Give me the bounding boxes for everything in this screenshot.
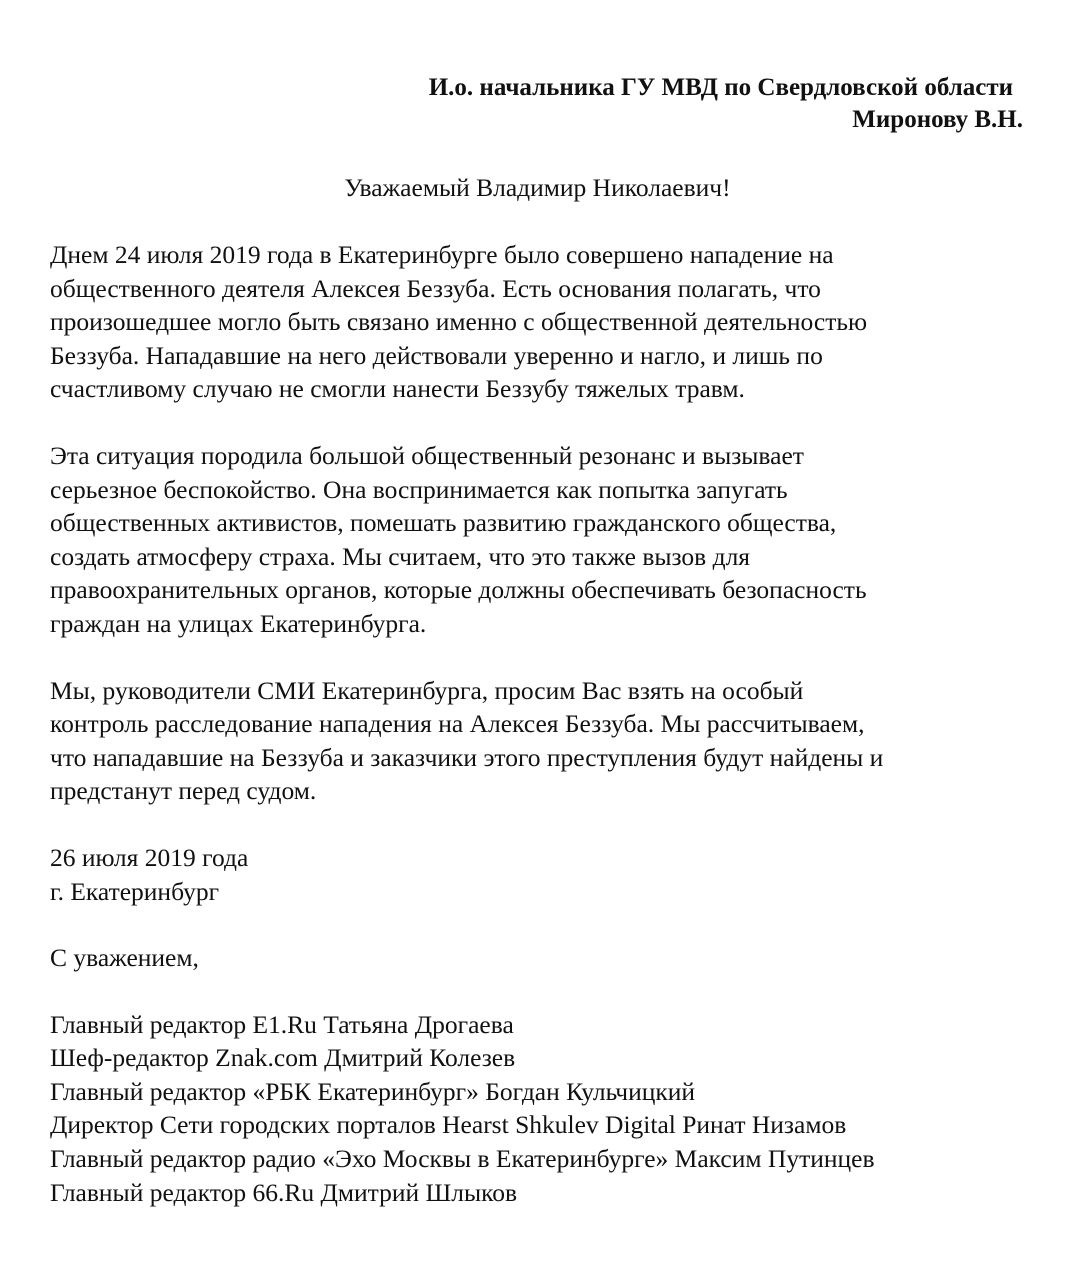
addressee-position: И.о. начальника ГУ МВД по Свердловской области <box>428 74 1013 101</box>
paragraph-3 <box>50 674 1040 808</box>
paragraph-line: счастливому случаю не смогли нанести Беззубу тяжелых травм. <box>50 374 745 404</box>
paragraph-line: создать атмосферу страха. Мы считаем, что это также вызов для <box>50 541 751 571</box>
paragraph-line: Днем 24 июля 2019 года в Екатеринбурге было совершено нападение на <box>50 240 834 269</box>
paragraph-line: произошедшее могло быть связано именно с общественной деятельностью <box>50 307 868 337</box>
paragraph-line: Эта ситуация породила большой общественный резонанс и вызывает <box>50 440 804 470</box>
letter-body <box>50 238 1040 1209</box>
paragraph-line: Беззуба. Нападавшие на него действовали уверенно и нагло, и лишь по <box>50 340 823 370</box>
salutation: Уважаемый Владимир Николаевич! <box>344 173 731 202</box>
signers-list <box>50 1008 1040 1210</box>
date-place-block <box>50 841 1040 908</box>
paragraph-line: предстанут перед судом. <box>50 776 317 806</box>
letter-date: 26 июля 2019 года <box>50 842 249 872</box>
closing-phrase: С уважением, <box>50 943 199 973</box>
paragraph-line: граждан на улицах Екатеринбурга. <box>50 608 427 638</box>
signer-line: Директор Сети городских порталов Hearst Shkulev Digital Ринат Низамов <box>50 1110 847 1140</box>
paragraph-line: общественных активистов, помешать развитию гражданского общества, <box>50 508 837 538</box>
paragraph-2 <box>50 439 1040 641</box>
paragraph-line: Мы, руководители СМИ Екатеринбурга, просим Вас взять на особый <box>50 675 804 705</box>
paragraph-line: общественного деятеля Алексея Беззуба. Есть основания полагать, что <box>50 273 821 303</box>
addressee-block <box>429 72 1023 136</box>
signer-line: Главный редактор 66.Ru Дмитрий Шлыков <box>50 1177 517 1207</box>
paragraph-line: серьезное беспокойство. Она воспринимается как попытка запугать <box>50 474 788 504</box>
paragraph-line: правоохранительных органов, которые должны обеспечивать безопасность <box>50 575 867 605</box>
signer-line: Шеф-редактор Znak.com Дмитрий Колезев <box>50 1043 516 1073</box>
paragraph-1 <box>50 238 1040 406</box>
letter-city: г. Екатеринбург <box>50 876 220 906</box>
signer-line: Главный редактор «РБК Екатеринбург» Богдан Кульчицкий <box>50 1076 696 1106</box>
signer-line: Главный редактор радио «Эхо Москвы в Екатеринбурге» Максим Путинцев <box>50 1144 875 1174</box>
paragraph-line: контроль расследование нападения на Алексея Беззуба. Мы рассчитываем, <box>50 709 865 739</box>
paragraph-line: что нападавшие на Беззуба и заказчики этого преступления будут найдены и <box>50 742 884 772</box>
signer-line: Главный редактор E1.Ru Татьяна Дрогаева <box>50 1009 514 1039</box>
addressee-name: Миронову В.Н. <box>852 106 1023 133</box>
